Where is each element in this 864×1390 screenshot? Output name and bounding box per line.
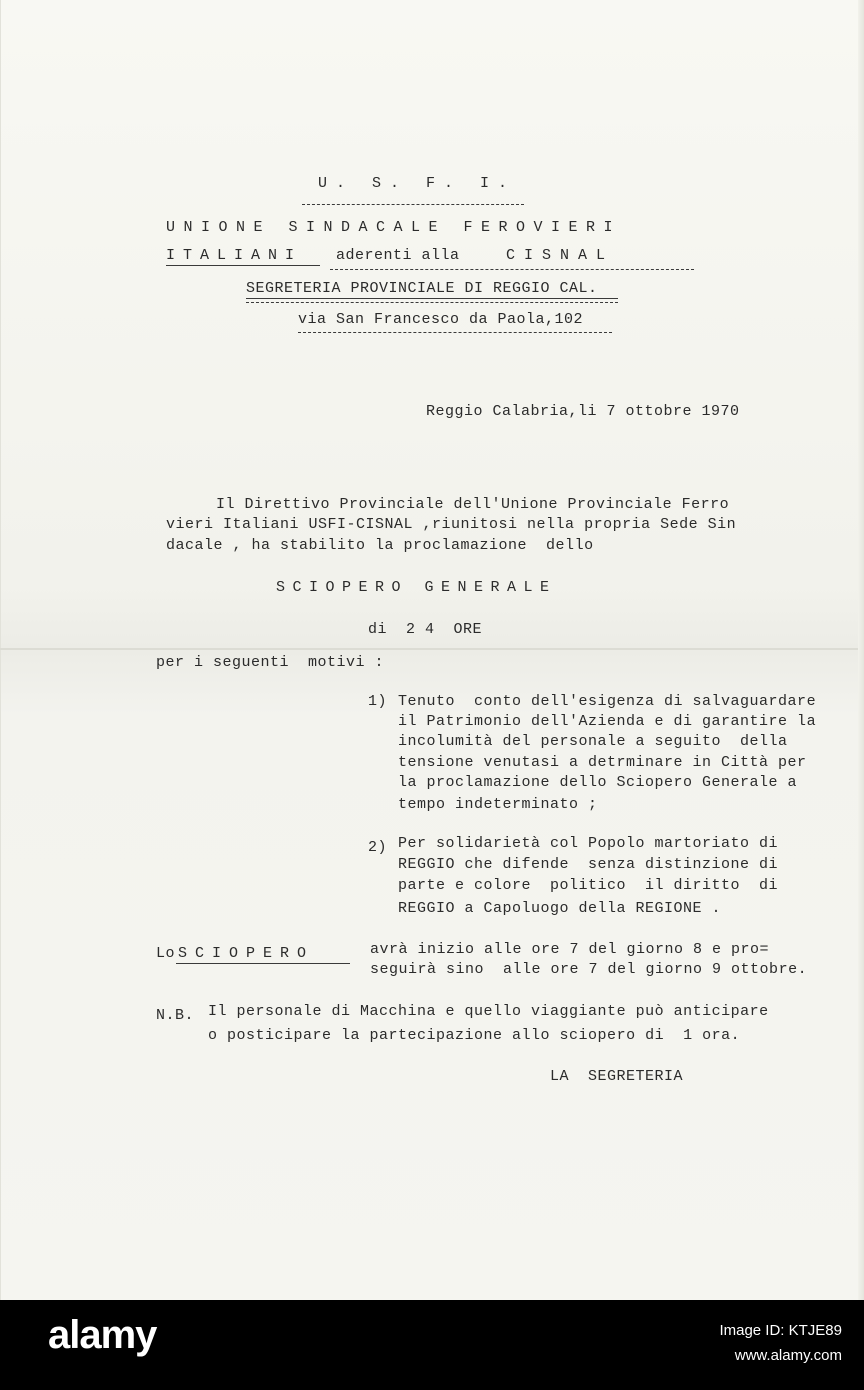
reason-1-line-4: tensione venutasi a detrminare in Città per [398, 754, 807, 771]
intro-line-1: Il Direttivo Provinciale dell'Unione Provinciale Ferro [216, 496, 730, 513]
reason-1-number: 1) [368, 693, 388, 710]
note-label: N.B. [156, 1007, 195, 1024]
reason-2-line-3: parte e colore politico il diritto di [398, 877, 779, 894]
reason-1-line-1: Tenuto conto dell'esigenza di salvaguardare [398, 693, 817, 710]
aderenti-text: aderenti alla [336, 247, 460, 264]
italiani-word: ITALIANI [166, 247, 303, 264]
note-line-2: o posticipare la partecipazione allo sciopero di 1 ora. [208, 1027, 741, 1044]
reason-1-line-6: tempo indeterminato ; [398, 796, 598, 813]
reason-1-line-2: il Patrimonio dell'Azienda e di garantire la [398, 713, 817, 730]
header-acronym: U. S. F. I. [318, 175, 517, 192]
strike-notice-line-2: seguirà sino alle ore 7 del giorno 9 ottobre. [370, 961, 808, 978]
strike-notice-word: SCIOPERO [178, 945, 315, 962]
intro-line-3: dacale , ha stabilito la proclamazione dello [166, 537, 594, 554]
watermark-logo: alamy [48, 1313, 157, 1357]
italiani-underline [166, 265, 320, 266]
cisnal-word: CISNAL [506, 247, 615, 264]
note-line-1: Il personale di Macchina e quello viaggiante può anticipare [208, 1003, 769, 1020]
strike-notice-line-1: avrà inizio alle ore 7 del giorno 8 e pro= [370, 941, 770, 958]
union-line: UNIONE SINDACALE FEROVIERI [166, 219, 622, 236]
secretariat-line: SEGRETERIA PROVINCIALE DI REGGIO CAL. [246, 280, 598, 297]
strike-title: SCIOPERO GENERALE [276, 579, 557, 596]
page-edge [858, 0, 864, 1300]
reason-2-line-1: Per solidarietà col Popolo martoriato di [398, 835, 779, 852]
watermark-image-id: Image ID: KTJE89 [719, 1322, 842, 1339]
reason-1-line-5: la proclamazione dello Sciopero Generale a [398, 774, 798, 791]
strike-duration: di 2 4 ORE [368, 621, 483, 638]
secretariat-underline-2 [246, 302, 618, 303]
cisnal-underline [330, 269, 694, 270]
watermark-url: www.alamy.com [734, 1347, 842, 1364]
reason-2-line-4: REGGIO a Capoluogo della REGIONE . [398, 900, 722, 917]
date-line: Reggio Calabria,li 7 ottobre 1970 [426, 403, 740, 420]
reason-2-line-2: REGGIO che difende senza distinzione di [398, 856, 779, 873]
reason-1-line-3: incolumità del personale a seguito della [398, 733, 788, 750]
secretariat-underline-1 [246, 298, 618, 299]
strike-word-underline [176, 963, 350, 964]
intro-line-2: vieri Italiani USFI-CISNAL ,riunitosi nella propria Sede Sin [166, 516, 737, 533]
acronym-underline [302, 204, 524, 205]
reason-2-number: 2) [368, 839, 388, 856]
paper-fold [0, 648, 864, 650]
address-line: via San Francesco da Paola,102 [298, 311, 584, 328]
address-underline [298, 332, 612, 333]
reasons-intro: per i seguenti motivi : [156, 654, 385, 671]
strike-notice-lead: Lo [156, 945, 176, 962]
signature: LA SEGRETERIA [550, 1068, 684, 1085]
